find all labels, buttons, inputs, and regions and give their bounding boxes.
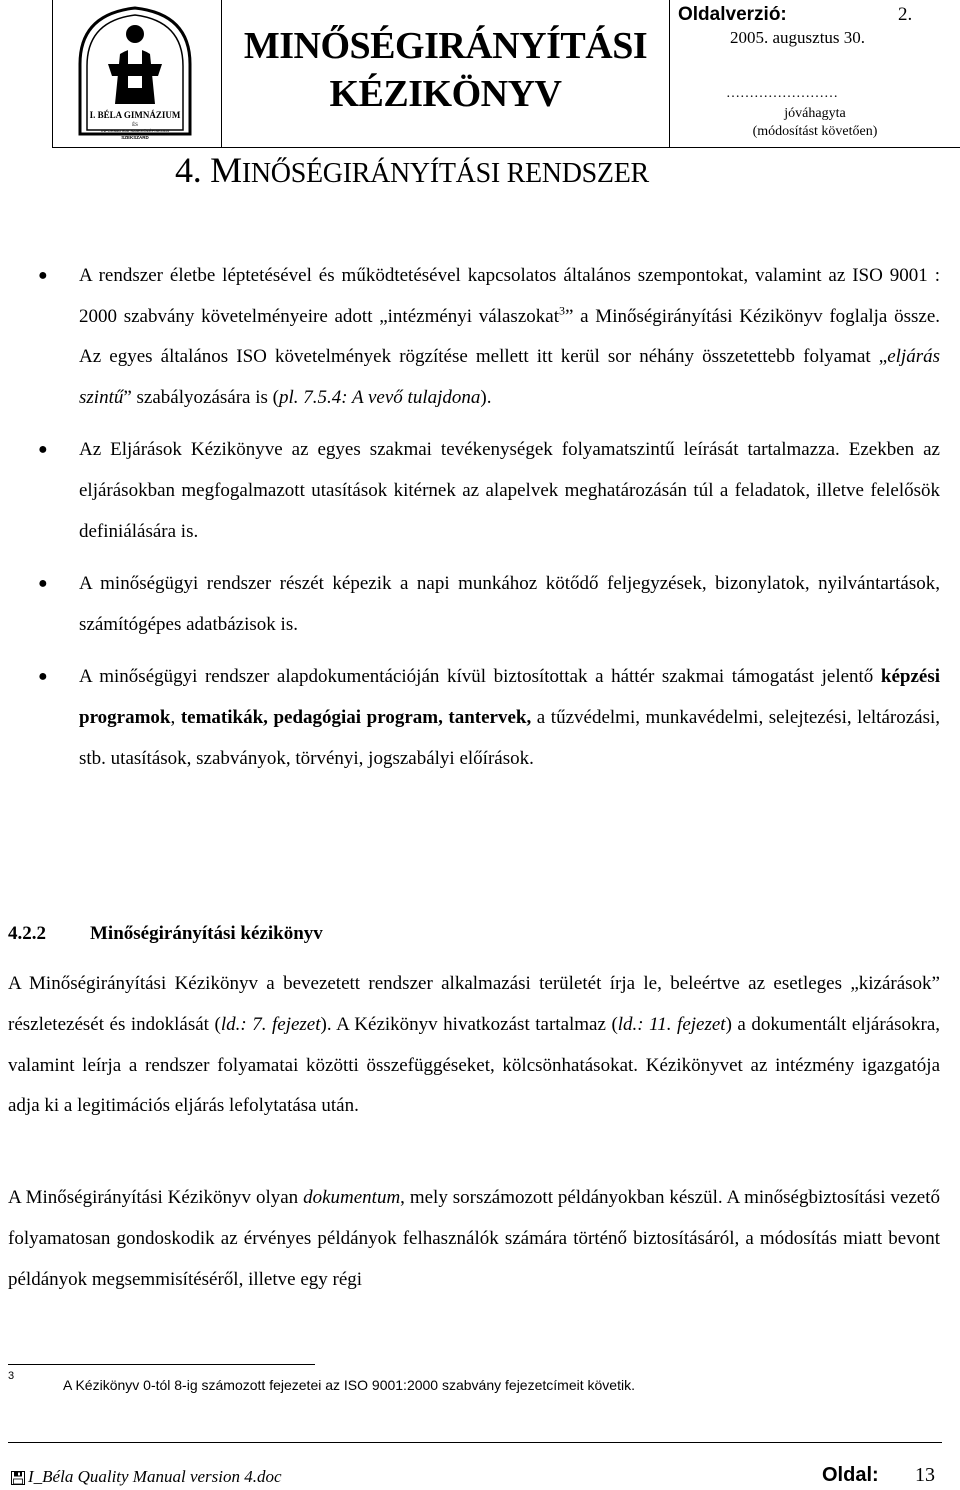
footnote-ref: 3 (558, 303, 565, 318)
header-version-block (670, 0, 960, 148)
version-label: Oldalverzió: (678, 4, 787, 25)
logo-text-city: SZEKSZÁRD (121, 135, 149, 140)
bold-run: tematikák, pedagógiai program, tantervek, (180, 706, 532, 728)
text-run: a tűzvédelmi, munkavédelmi, selejtezési, leltározási, stb. utasítások, szabványok, törvényi, jogszabályi előírások. (79, 706, 940, 769)
footer-rule (8, 1442, 942, 1443)
text-run: A minőségügyi rendszer részét képezik a napi munkához kötődő feljegyzések, bizonylatok, nyilvántartások, számítógépes adatbázisok is. (79, 573, 940, 635)
text-run: ) a dokumentált eljárásokra, valamint leírja a rendszer folyamatai közötti összefüggéseket, kölcsönhatásokat. Kézikönyvet az intézmény igazgatója adja ki a legitimációs eljárás lefolytatása után. (8, 1013, 940, 1117)
chapter-first-letter: M (210, 150, 242, 190)
footer-filename: I_Béla Quality Manual version 4.doc (28, 1467, 282, 1486)
header-title-line1: MINŐSÉGIRÁNYÍTÁSI (243, 25, 648, 67)
bullet-item-3 (0, 564, 960, 645)
italic-run: dokumentum (303, 1187, 401, 1208)
chapter-number: 4. (175, 150, 202, 190)
paragraph-1 (8, 964, 940, 1127)
bullet-item-4 (0, 657, 960, 779)
bullet-dot-icon: ● (38, 267, 48, 284)
bullet-item-2 (0, 430, 960, 552)
text-run: , (170, 706, 181, 728)
bullet-dot-icon: ● (38, 668, 48, 686)
header-title-line2: KÉZIKÖNYV (329, 73, 562, 115)
footer-page-number: 13 (915, 1464, 935, 1486)
version-number: 2. (898, 4, 913, 25)
footnote-text: A Kézikönyv 0-tól 8-ig számozott fejezetei az ISO 9001:2000 szabvány fejezetcímeit követik. (63, 1377, 635, 1393)
section-number: 4.2.2 (8, 923, 46, 944)
approval-text: jóváhagyta (784, 106, 846, 121)
version-date: 2005. augusztus 30. (730, 28, 866, 47)
italic-run: ld.: 11. fejezet (617, 1013, 726, 1035)
header-rule (52, 147, 960, 148)
footnote-number: 3 (8, 1370, 15, 1382)
chapter-heading (175, 150, 649, 194)
text-run: Az Eljárások Kézikönyve az egyes szakmai tevékenységek folyamatszintű leírását tartalmazza. Ezekben az eljárásokban megfogalmazott utasítások kitérnek az alapelvek meghatározásán túl a feladatok, illetve felelősök definiálására is. (79, 439, 940, 542)
bold-run: képzési programok (79, 666, 940, 728)
italic-run: eljárás szintű (79, 346, 940, 408)
footer-page-label: Oldal: (822, 1464, 879, 1486)
bullet-list (0, 256, 960, 791)
bullet-item-1 (0, 256, 960, 418)
approval-dots: …………………… (726, 86, 838, 101)
text-run: A rendszer életbe léptetésével és működtetésével kapcsolatos általános szempontokat, valamint az ISO 9001 : 2000 szabvány követelményeire adott „intézményi válaszokat (79, 265, 940, 327)
bullet-dot-icon: ● (38, 575, 48, 593)
italic-run: pl. 7.5.4: A vevő tulajdona (278, 386, 481, 408)
text-run: ” szabályozására is ( (123, 386, 279, 408)
school-logo (60, 4, 210, 144)
document-file-icon (11, 1471, 25, 1485)
text-run: ). (480, 386, 492, 408)
logo-text-mid: ÉS (132, 123, 138, 128)
section-heading (8, 914, 323, 954)
logo-text-top: I. BÉLA GIMNÁZIUM (89, 110, 181, 120)
header-title-box (222, 0, 670, 148)
chapter-title-rest: INŐSÉGIRÁNYÍTÁSI RENDSZER (241, 158, 649, 189)
logo-text-sub: INFORMATIKAI SZAKKÖZÉPISKOLA (101, 128, 169, 133)
italic-run: ld.: 7. fejezet (220, 1013, 321, 1035)
text-run: ). A Kézikönyv hivatkozást tartalmaz ( (320, 1013, 618, 1035)
section-title: Minőségirányítási kézikönyv (90, 923, 323, 944)
text-run: A Minőségirányítási Kézikönyv olyan (8, 1187, 304, 1208)
bullet-dot-icon: ● (38, 441, 48, 459)
text-run: ” a Minőségirányítási Kézikönyv foglalja össze. Az egyes általános ISO követelmények rögzítése mellett itt kerül sor néhány összetettebb folyamat „ (79, 305, 941, 368)
text-run: A minőségügyi rendszer alapdokumentációján kívül biztosítottak a háttér szakmai támogatást jelentő (79, 666, 881, 688)
approval-note: (módosítást követően) (752, 124, 878, 139)
text-run: A Minőségirányítási Kézikönyv a bevezetett rendszer alkalmazási területét írja le, beleértve az esetleges „kizárások” részletezését és indoklását ( (8, 973, 940, 1035)
footnote-rule (8, 1364, 315, 1365)
paragraph-2 (8, 1178, 940, 1300)
text-run: , mely sorszámozott példányokban készül. A minőségbiztosítási vezető folyamatosan gondoskodik az érvényes példányok felhasználók számára történő biztosításáról, a módosítás miatt bevont példányok megsemmisítéséről, illetve egy régi (8, 1187, 940, 1290)
